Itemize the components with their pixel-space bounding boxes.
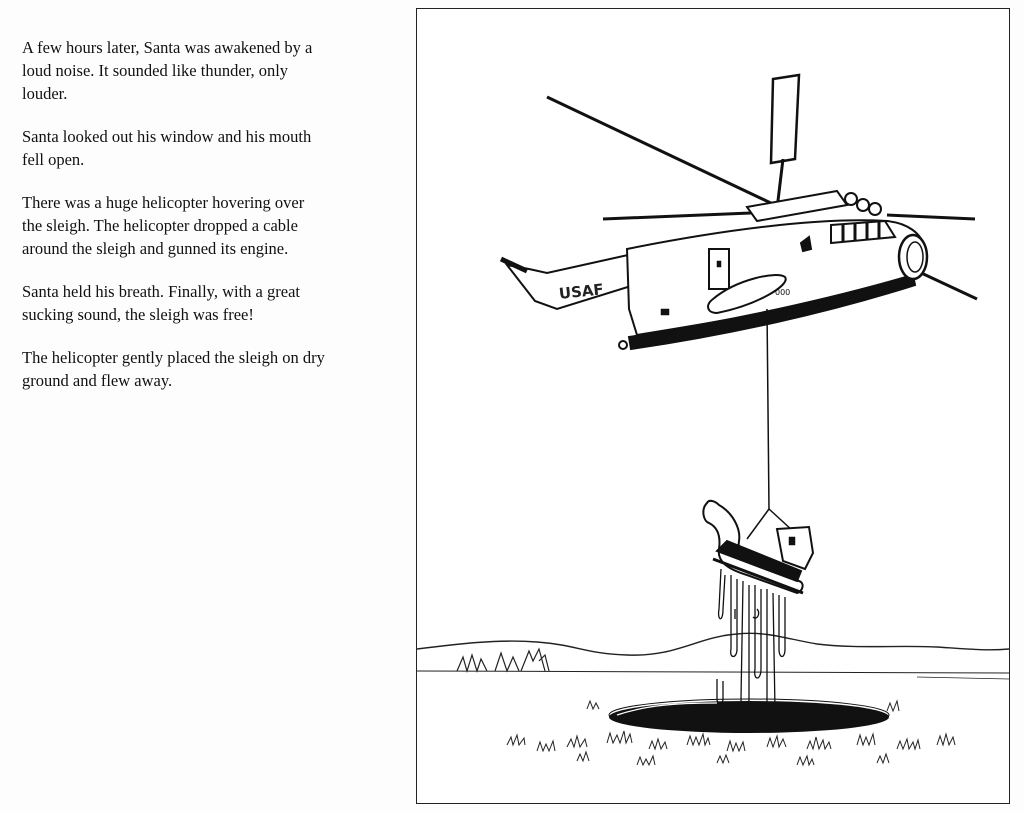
helicopter-marking: USAF xyxy=(558,280,605,303)
story-paragraph-1: A few hours later, Santa was awakened by a loud noise. It sounded like thunder, only louder. xyxy=(22,38,313,103)
story-text xyxy=(22,36,402,412)
illustration xyxy=(417,9,1009,803)
story-paragraph-5: The helicopter gently placed the sleigh on dry ground and flew away. xyxy=(22,348,325,390)
mud-drips xyxy=(717,569,785,715)
story-paragraph-4: Santa held his breath. Finally, with a great sucking sound, the sleigh was free! xyxy=(22,282,300,324)
horizon-hills xyxy=(417,633,1009,679)
illustration-frame xyxy=(416,8,1010,804)
svg-text:000: 000 xyxy=(775,288,791,297)
mud-hole-drawing xyxy=(609,699,889,733)
story-paragraph-2: Santa looked out his window and his mouth fell open. xyxy=(22,127,312,169)
story-paragraph-3: There was a huge helicopter hovering over the sleigh. The helicopter dropped a cable around the sleigh and gunned its engine. xyxy=(22,193,305,258)
sleigh-drawing xyxy=(703,501,813,593)
trees-drawing xyxy=(457,649,549,671)
